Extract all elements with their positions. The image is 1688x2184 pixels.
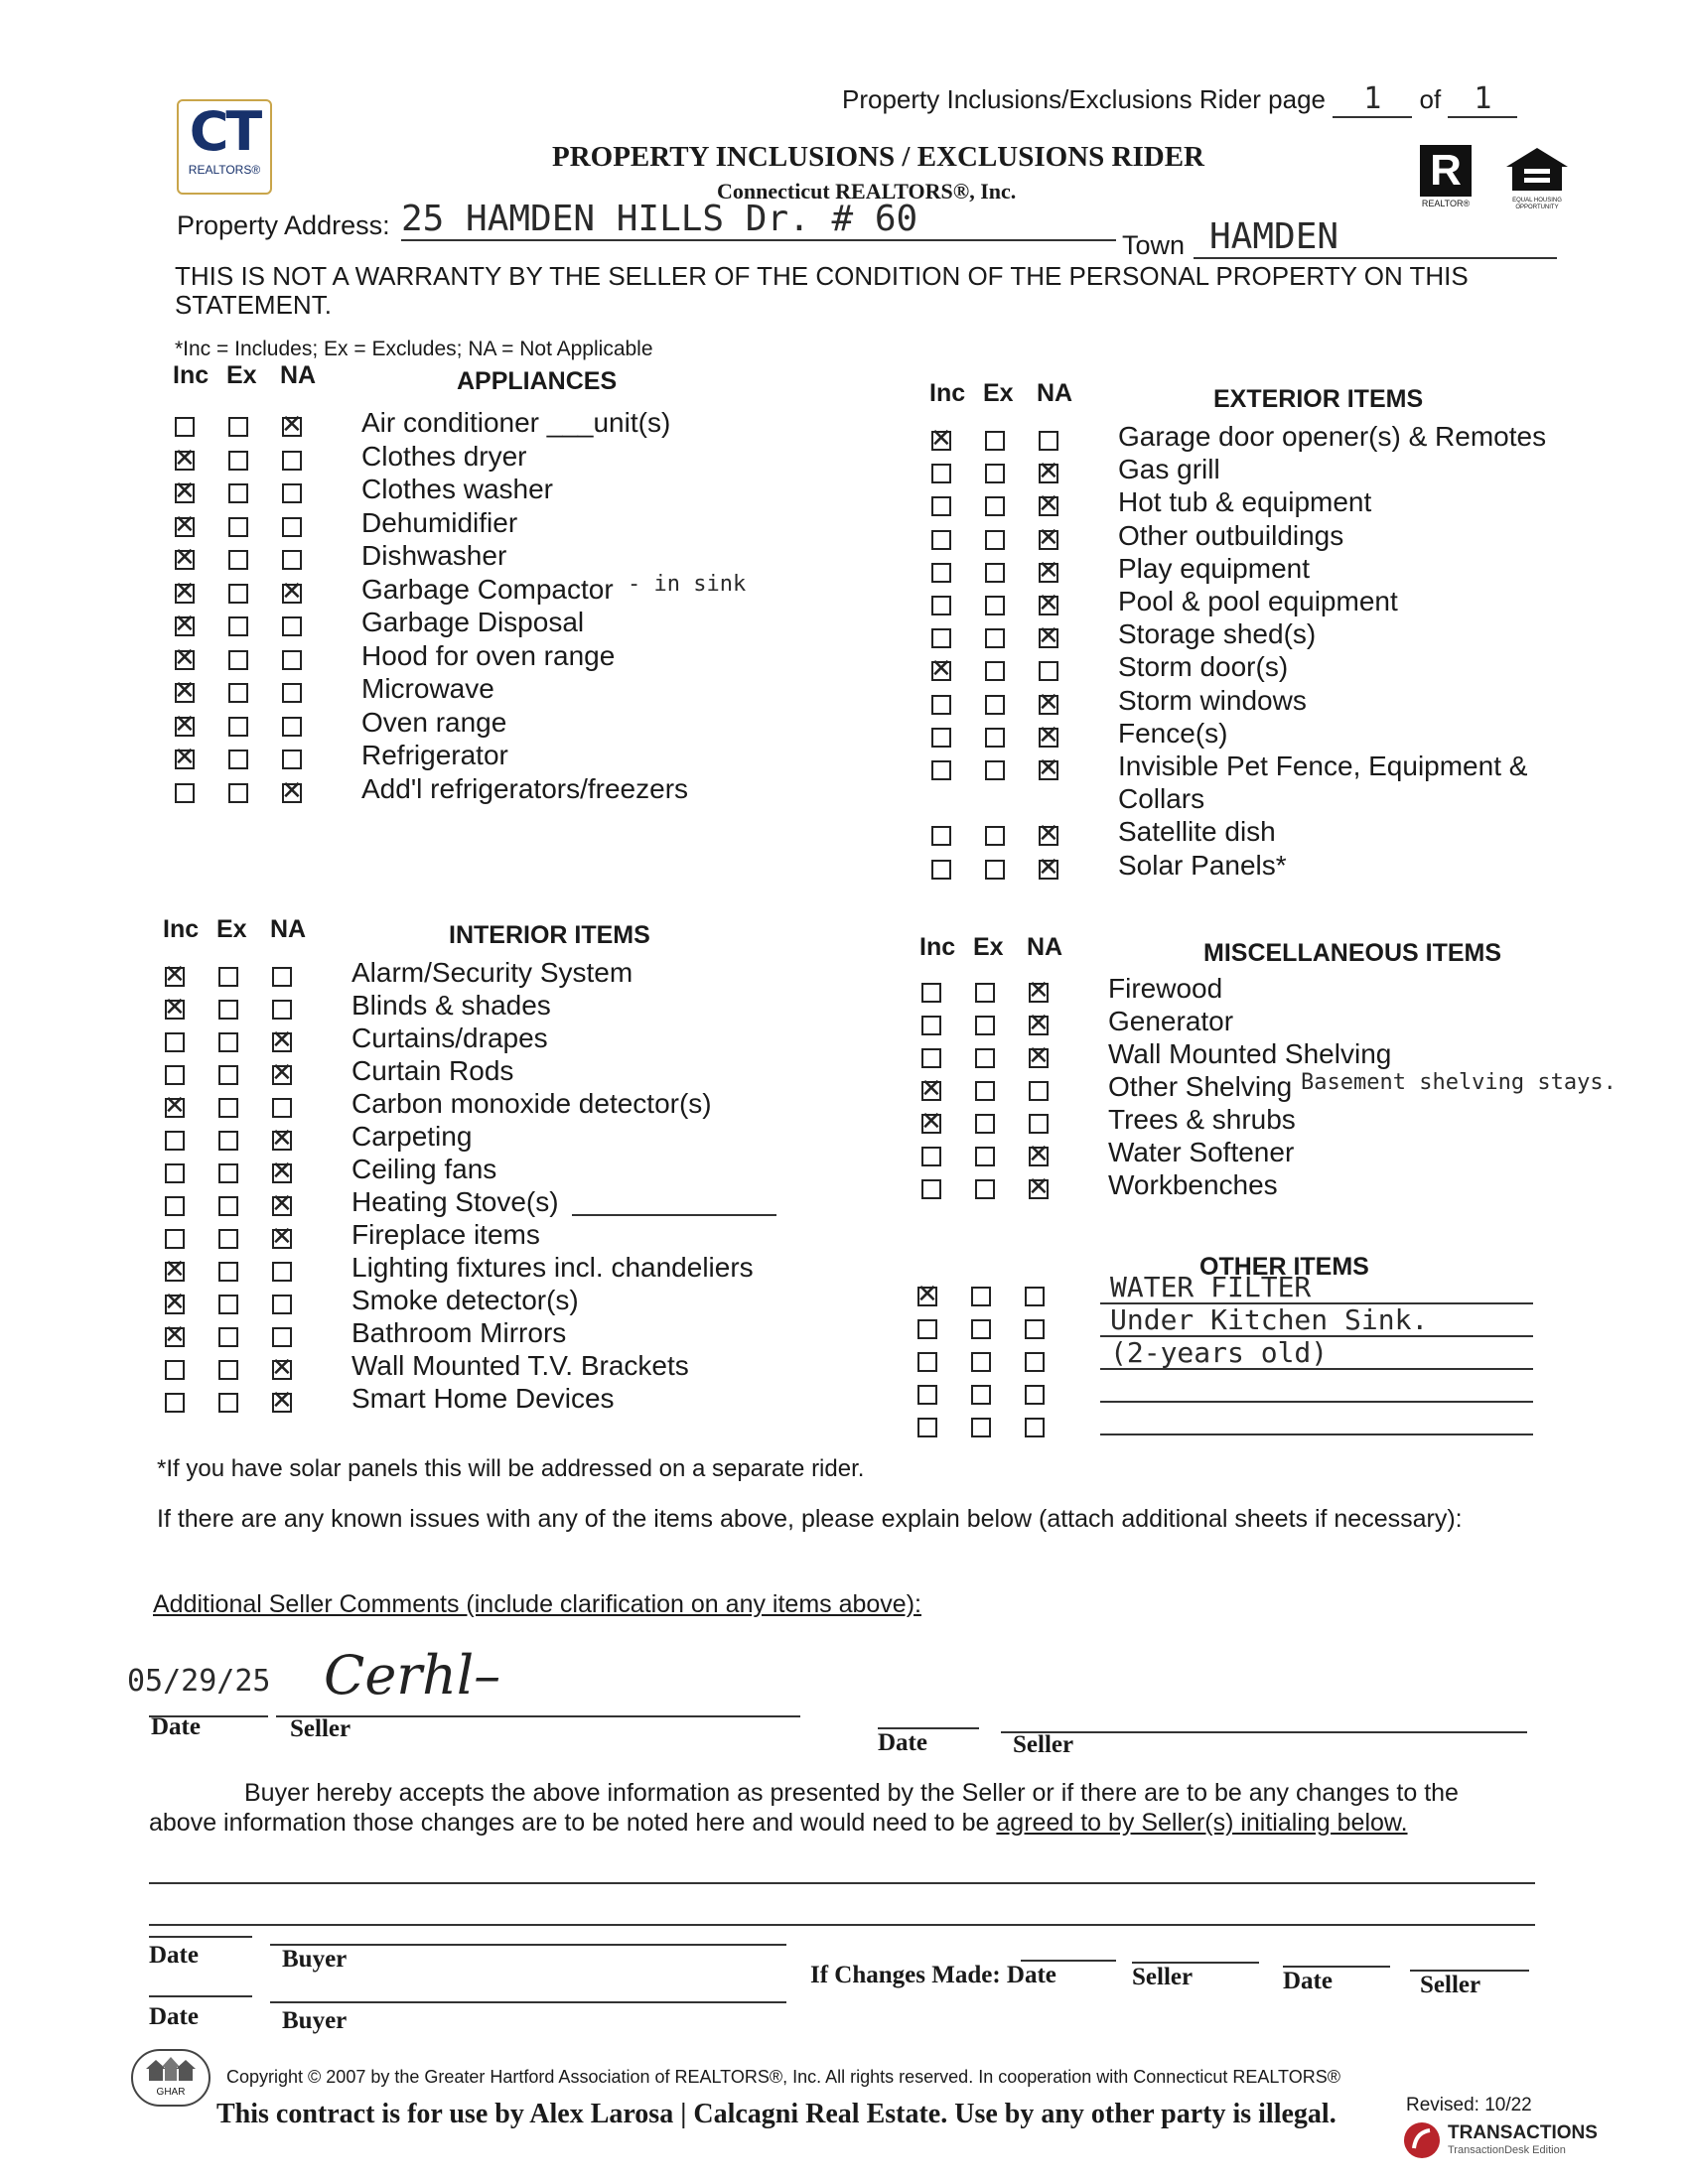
interior-item-inc-checkbox[interactable] [165,1196,185,1216]
misc-item-label: Trees & shrubs [1108,1104,1296,1135]
misc-item-note[interactable]: Basement shelving stays. [1301,1070,1617,1095]
transactions-title: TRANSACTIONS [1448,2122,1598,2143]
interior-item-na-checkbox[interactable] [272,1295,292,1314]
page-indicator [842,81,1517,118]
appliances-title: APPLIANCES [457,367,618,395]
buyer-date-label-2: Date [149,2003,199,2030]
interior-item-na-checkbox[interactable] [272,1327,292,1347]
interior-item-label: Curtain Rods [352,1055,514,1086]
other-item-inc-checkbox[interactable] [917,1287,937,1306]
equal-housing-icon [1502,145,1572,193]
buyer-signature-line-1 [270,1944,786,1946]
other-item-ex-checkbox[interactable] [971,1418,991,1437]
buyer-acceptance-text-2b: agreed to by Seller(s) initialing below. [996,1809,1408,1837]
appliances-item-inc-checkbox[interactable] [175,783,195,803]
appliances-item-na-checkbox[interactable] [282,650,302,670]
page-indicator-label: Property Inclusions/Exclusions Rider page [842,84,1327,114]
other-item-value[interactable]: (2-years old) [1110,1336,1329,1369]
interior-item-na-checkbox[interactable] [272,1098,292,1118]
town-value[interactable]: HAMDEN [1194,216,1557,259]
interior-item-ex-checkbox[interactable] [218,1131,238,1151]
interior-item-na-checkbox[interactable] [272,1360,292,1380]
interior-item-label: Heating Stove(s) [352,1186,559,1217]
page-total: 1 [1448,81,1517,118]
misc-item-inc-checkbox[interactable] [921,1147,941,1166]
buyer-acceptance-text-1: Buyer hereby accepts the above information as presented by the Seller or if there are to be any changes to the [244,1779,1459,1807]
heating-stove-line [572,1214,776,1216]
appliances-item-label: Clothes washer [361,474,553,504]
interior-item-ex-checkbox[interactable] [218,1229,238,1249]
buyer-date-line-2 [149,1995,252,1997]
misc-item-inc-checkbox[interactable] [921,1081,941,1101]
appliances-item-na-checkbox[interactable] [282,417,302,437]
buyer-notes-line-2 [149,1924,1535,1926]
other-item-na-checkbox[interactable] [1025,1418,1045,1437]
exterior-item-label: Storm door(s) [1118,651,1289,683]
page-number: 1 [1333,81,1412,118]
revised-date: Revised: 10/22 [1406,2095,1532,2116]
interior-item-inc-checkbox[interactable] [165,1098,185,1118]
exterior-item-inc-checkbox[interactable] [931,760,951,780]
other-item-inc-checkbox[interactable] [917,1385,937,1405]
issues-note: If there are any known issues with any of the items above, please explain below (attach additional sheets if necessary): [157,1505,1463,1533]
appliances-item-label: Clothes dryer [361,440,527,472]
exterior-item-inc-checkbox[interactable] [931,628,951,648]
exterior-item-inc-checkbox[interactable] [931,563,951,583]
interior-item-label: Curtains/drapes [352,1023,548,1053]
exterior-item-na-checkbox[interactable] [1039,826,1058,846]
other-item-ex-checkbox[interactable] [971,1287,991,1306]
appliances-item-na-checkbox[interactable] [282,783,302,803]
other-item-ex-checkbox[interactable] [971,1352,991,1372]
interior-item-inc-checkbox[interactable] [165,1360,185,1380]
changes-date-label-2: Date [1283,1968,1333,1994]
seller-label: Seller [290,1715,352,1742]
appliances-item-inc-checkbox[interactable] [175,417,195,437]
transactions-logo [1402,2120,1601,2164]
appliances-item-note[interactable]: - in sink [628,571,747,597]
appliances-item-label: Dishwasher [361,540,507,571]
property-address-label: Property Address: [177,210,390,240]
transactions-icon [1402,2120,1442,2160]
misc-item-ex-checkbox[interactable] [975,1179,995,1199]
exterior-item-na-checkbox[interactable] [1039,728,1058,748]
appliances-item-na-checkbox[interactable] [282,750,302,769]
exterior-item-inc-checkbox[interactable] [931,661,951,681]
interior-col-ex: Ex [216,915,247,943]
misc-title: MISCELLANEOUS ITEMS [1203,939,1502,967]
misc-item-na-checkbox[interactable] [1029,1016,1049,1035]
interior-item-label: Alarm/Security System [352,957,633,988]
exterior-item-ex-checkbox[interactable] [985,760,1005,780]
interior-item-label: Ceiling fans [352,1154,497,1184]
appliances-item-na-checkbox[interactable] [282,451,302,471]
exterior-item-inc-checkbox[interactable] [931,464,951,483]
exterior-item-na-checkbox[interactable] [1039,860,1058,880]
other-item-inc-checkbox[interactable] [917,1319,937,1339]
misc-item-label: Wall Mounted Shelving [1108,1038,1392,1069]
appliances-col-ex: Ex [226,361,257,389]
ct-realtors-logo [177,99,272,195]
other-item-ex-checkbox[interactable] [971,1319,991,1339]
interior-item-label: Smart Home Devices [352,1383,615,1414]
appliances-item-label: Dehumidifier [361,506,518,538]
seller2-signature-line [1001,1731,1527,1733]
copyright: Copyright © 2007 by the Greater Hartford Association of REALTORS®, Inc. All rights reserved. In cooperation with Connecticut REALTORS® [226,2067,1340,2087]
appliances-item-label: Air conditioner ___unit(s) [361,407,671,438]
appliances-item-label: Hood for oven range [361,639,616,671]
buyer-notes-line-1 [149,1882,1535,1884]
misc-item-label: Workbenches [1108,1169,1278,1200]
exterior-item-ex-checkbox[interactable] [985,431,1005,451]
buyer-acceptance-text-2a: above information those changes are to be noted here and would need to be [149,1809,997,1837]
other-item-na-checkbox[interactable] [1025,1319,1045,1339]
misc-item-label: Other Shelving [1108,1071,1293,1102]
interior-title: INTERIOR ITEMS [449,921,650,949]
seller-date-label: Date [151,1713,201,1740]
interior-item-na-checkbox[interactable] [272,1196,292,1216]
buyer-date-line-1 [149,1936,252,1938]
misc-item-inc-checkbox[interactable] [921,983,941,1003]
interior-item-na-checkbox[interactable] [272,1032,292,1052]
interior-item-na-checkbox[interactable] [272,1131,292,1151]
interior-item-label: Bathroom Mirrors [352,1317,567,1348]
realtor-logo [1418,145,1474,208]
exterior-item-na-checkbox[interactable] [1039,695,1058,715]
misc-col-ex: Ex [973,933,1004,961]
seller-signature[interactable] [324,1644,500,1706]
appliances-item-inc-checkbox[interactable] [175,517,195,537]
exterior-item-ex-checkbox[interactable] [985,530,1005,550]
exterior-item-na-checkbox[interactable] [1039,464,1058,483]
interior-item-ex-checkbox[interactable] [218,967,238,987]
appliances-item-inc-checkbox[interactable] [175,483,195,503]
other-item-inc-checkbox[interactable] [917,1352,937,1372]
interior-item-inc-checkbox[interactable] [165,967,185,987]
interior-item-ex-checkbox[interactable] [218,1360,238,1380]
form-subtitle: Connecticut REALTORS®, Inc. [717,179,1017,204]
exterior-item-label: Pool & pool equipment [1118,586,1398,616]
exterior-item-label: Hot tub & equipment [1118,486,1372,518]
other-item-na-checkbox[interactable] [1025,1352,1045,1372]
interior-item-na-checkbox[interactable] [272,967,292,987]
buyer-signature-line-2 [270,2001,786,2003]
interior-item-na-checkbox[interactable] [272,1229,292,1249]
interior-item-inc-checkbox[interactable] [165,1032,185,1052]
interior-item-ex-checkbox[interactable] [218,1393,238,1413]
seller-date-value[interactable]: 05/29/25 [127,1664,271,1699]
misc-item-label: Water Softener [1108,1137,1295,1167]
exterior-item-na-checkbox[interactable] [1039,596,1058,615]
interior-item-na-checkbox[interactable] [272,1163,292,1183]
exterior-item-label: Invisible Pet Fence, Equipment & [1118,751,1528,781]
appliances-item-label: Oven range [361,706,507,738]
appliances-item-inc-checkbox[interactable] [175,550,195,570]
interior-item-label: Wall Mounted T.V. Brackets [352,1350,689,1381]
exterior-item-ex-checkbox[interactable] [985,860,1005,880]
interior-item-label: Fireplace items [352,1219,540,1250]
misc-item-inc-checkbox[interactable] [921,1016,941,1035]
appliances-item-label: Add'l refrigerators/freezers [361,772,689,804]
misc-col-inc: Inc [919,933,956,961]
misc-item-na-checkbox[interactable] [1029,1081,1049,1101]
interior-item-ex-checkbox[interactable] [218,1065,238,1085]
exterior-item-label: Satellite dish [1118,816,1276,848]
interior-item-ex-checkbox[interactable] [218,1163,238,1183]
appliances-item-inc-checkbox[interactable] [175,750,195,769]
exterior-col-ex: Ex [983,379,1014,407]
changes-seller-label-2: Seller [1420,1972,1481,1998]
appliances-item-inc-checkbox[interactable] [175,650,195,670]
misc-item-ex-checkbox[interactable] [975,1048,995,1068]
appliances-item-ex-checkbox[interactable] [228,483,248,503]
exterior-item-na-checkbox[interactable] [1039,563,1058,583]
buyer-acceptance-text-2 [149,1809,1408,1838]
disclaimer: THIS IS NOT A WARRANTY BY THE SELLER OF THE CONDITION OF THE PERSONAL PROPERTY ON THIS STATEMENT. [175,261,1469,320]
misc-item-ex-checkbox[interactable] [975,983,995,1003]
appliances-item-ex-checkbox[interactable] [228,417,248,437]
appliances-item-na-checkbox[interactable] [282,584,302,604]
contract-notice: This contract is for use by Alex Larosa | Calcagni Real Estate. Use by any other party is illegal. [216,2099,1336,2129]
page-of-label: of [1419,84,1442,114]
appliances-item-ex-checkbox[interactable] [228,584,248,604]
misc-item-ex-checkbox[interactable] [975,1016,995,1035]
appliances-item-na-checkbox[interactable] [282,683,302,703]
appliances-item-inc-checkbox[interactable] [175,584,195,604]
misc-item-na-checkbox[interactable] [1029,1179,1049,1199]
exterior-item-label: Storage shed(s) [1118,618,1317,650]
exterior-item-ex-checkbox[interactable] [985,628,1005,648]
interior-item-inc-checkbox[interactable] [165,1229,185,1249]
exterior-item-na-checkbox[interactable] [1039,760,1058,780]
appliances-item-na-checkbox[interactable] [282,717,302,737]
interior-item-na-checkbox[interactable] [272,1065,292,1085]
exterior-item-label: Garage door opener(s) & Remotes [1118,421,1547,452]
interior-item-inc-checkbox[interactable] [165,1327,185,1347]
appliances-item-inc-checkbox[interactable] [175,683,195,703]
exterior-item-na-checkbox[interactable] [1039,431,1058,451]
interior-item-inc-checkbox[interactable] [165,1262,185,1282]
exterior-item-inc-checkbox[interactable] [931,496,951,516]
transactions-subtitle: TransactionDesk Edition [1448,2144,1566,2156]
appliances-item-ex-checkbox[interactable] [228,550,248,570]
interior-item-na-checkbox[interactable] [272,1000,292,1020]
misc-item-na-checkbox[interactable] [1029,1114,1049,1134]
interior-item-label: Lighting fixtures incl. chandeliers [352,1252,754,1283]
interior-item-na-checkbox[interactable] [272,1262,292,1282]
exterior-col-na: NA [1037,379,1073,407]
interior-item-inc-checkbox[interactable] [165,1000,185,1020]
changes-made-label: If Changes Made: Date [810,1962,1056,1988]
misc-col-na: NA [1027,933,1063,961]
misc-item-label: Generator [1108,1006,1234,1036]
interior-item-ex-checkbox[interactable] [218,1196,238,1216]
exterior-item-ex-checkbox[interactable] [985,563,1005,583]
misc-item-ex-checkbox[interactable] [975,1114,995,1134]
interior-item-inc-checkbox[interactable] [165,1295,185,1314]
exterior-item-label: Gas grill [1118,454,1220,485]
appliances-item-inc-checkbox[interactable] [175,717,195,737]
exterior-item-label: Play equipment [1118,552,1311,584]
realtor-logo-caption: REALTOR® [1421,199,1471,208]
exterior-item-na-checkbox[interactable] [1039,530,1058,550]
appliances-item-ex-checkbox[interactable] [228,783,248,803]
interior-item-ex-checkbox[interactable] [218,1032,238,1052]
interior-col-inc: Inc [163,915,200,943]
misc-item-ex-checkbox[interactable] [975,1147,995,1166]
interior-item-inc-checkbox[interactable] [165,1163,185,1183]
exterior-item-ex-checkbox[interactable] [985,596,1005,615]
other-item-ex-checkbox[interactable] [971,1385,991,1405]
appliances-item-ex-checkbox[interactable] [228,650,248,670]
exterior-item-inc-checkbox[interactable] [931,728,951,748]
exterior-item-na-checkbox[interactable] [1039,496,1058,516]
interior-item-label: Blinds & shades [352,990,551,1021]
interior-item-inc-checkbox[interactable] [165,1065,185,1085]
interior-item-label: Smoke detector(s) [352,1285,579,1315]
misc-item-inc-checkbox[interactable] [921,1048,941,1068]
other-item-na-checkbox[interactable] [1025,1385,1045,1405]
exterior-item-inc-checkbox[interactable] [931,596,951,615]
other-item-value[interactable]: Under Kitchen Sink. [1110,1303,1429,1336]
misc-item-label: Firewood [1108,973,1223,1004]
other-item-line [1100,1433,1533,1435]
town-label: Town [1122,230,1186,260]
realtor-logo-mark: R [1420,145,1472,197]
appliances-col-inc: Inc [173,361,210,389]
appliances-item-label: Microwave [361,673,494,704]
ghar-caption: GHAR [156,2087,186,2098]
exterior-item-na-checkbox[interactable] [1039,628,1058,648]
solar-note: *If you have solar panels this will be addressed on a separate rider. [157,1455,865,1482]
misc-item-inc-checkbox[interactable] [921,1179,941,1199]
interior-item-inc-checkbox[interactable] [165,1393,185,1413]
exterior-item-ex-checkbox[interactable] [985,695,1005,715]
appliances-item-ex-checkbox[interactable] [228,683,248,703]
appliances-item-ex-checkbox[interactable] [228,717,248,737]
interior-item-ex-checkbox[interactable] [218,1262,238,1282]
buyer-label-2: Buyer [282,2007,348,2034]
appliances-item-ex-checkbox[interactable] [228,616,248,636]
buyer-date-label-1: Date [149,1942,199,1969]
misc-item-ex-checkbox[interactable] [975,1081,995,1101]
interior-item-label: Carpeting [352,1121,473,1152]
exterior-item-ex-checkbox[interactable] [985,496,1005,516]
appliances-item-label: Garbage Compactor [361,573,614,605]
other-item-line [1100,1401,1533,1403]
exterior-item-label-cont: Collars [1118,783,1205,815]
appliances-item-na-checkbox[interactable] [282,483,302,503]
exterior-col-inc: Inc [929,379,966,407]
seller2-label: Seller [1013,1731,1074,1758]
seller2-date-label: Date [878,1729,927,1756]
interior-item-inc-checkbox[interactable] [165,1131,185,1151]
appliances-item-ex-checkbox[interactable] [228,750,248,769]
comments-label: Additional Seller Comments (include clarification on any items above): [153,1590,921,1618]
ghar-house-icon [142,2055,200,2083]
exterior-item-label: Solar Panels* [1118,849,1287,881]
legend: *Inc = Includes; Ex = Excludes; NA = Not Applicable [175,338,653,360]
interior-item-ex-checkbox[interactable] [218,1295,238,1314]
exterior-item-inc-checkbox[interactable] [931,826,951,846]
changes-date-line-1 [1021,1960,1116,1962]
appliances-item-na-checkbox[interactable] [282,550,302,570]
exterior-title: EXTERIOR ITEMS [1213,385,1424,413]
exterior-item-inc-checkbox[interactable] [931,695,951,715]
ct-logo-text: CT [189,100,260,163]
exterior-item-na-checkbox[interactable] [1039,661,1058,681]
misc-item-inc-checkbox[interactable] [921,1114,941,1134]
interior-item-label: Carbon monoxide detector(s) [352,1088,712,1119]
exterior-item-inc-checkbox[interactable] [931,431,951,451]
property-address-value[interactable]: 25 HAMDEN HILLS Dr. # 60 [401,199,1116,241]
other-item-na-checkbox[interactable] [1025,1287,1045,1306]
exterior-item-label: Storm windows [1118,684,1307,716]
exterior-item-inc-checkbox[interactable] [931,530,951,550]
exterior-item-ex-checkbox[interactable] [985,661,1005,681]
buyer-label-1: Buyer [282,1946,348,1973]
other-item-inc-checkbox[interactable] [917,1418,937,1437]
changes-seller-label-1: Seller [1132,1964,1194,1990]
exterior-item-label: Fence(s) [1118,717,1228,749]
interior-item-ex-checkbox[interactable] [218,1327,238,1347]
equal-housing-logo [1499,145,1575,208]
appliances-item-inc-checkbox[interactable] [175,451,195,471]
appliances-item-label: Refrigerator [361,740,508,770]
ghar-logo [131,2049,211,2107]
interior-item-ex-checkbox[interactable] [218,1098,238,1118]
exterior-item-ex-checkbox[interactable] [985,464,1005,483]
exterior-item-label: Other outbuildings [1118,519,1344,551]
appliances-col-na: NA [280,361,317,389]
exterior-item-ex-checkbox[interactable] [985,826,1005,846]
appliances-item-inc-checkbox[interactable] [175,616,195,636]
seller-signature-text: Cerhl– [324,1644,501,1706]
misc-item-na-checkbox[interactable] [1029,983,1049,1003]
ct-logo-caption: REALTORS® [188,163,261,177]
appliances-item-label: Garbage Disposal [361,607,585,637]
other-item-value[interactable]: WATER FILTER [1110,1271,1312,1303]
interior-item-ex-checkbox[interactable] [218,1000,238,1020]
exterior-item-ex-checkbox[interactable] [985,728,1005,748]
form-title: PROPERTY INCLUSIONS / EXCLUSIONS RIDER [552,141,1204,173]
exterior-item-inc-checkbox[interactable] [931,860,951,880]
appliances-item-ex-checkbox[interactable] [228,517,248,537]
other-title: OTHER ITEMS [1199,1253,1369,1281]
misc-item-na-checkbox[interactable] [1029,1147,1049,1166]
interior-item-na-checkbox[interactable] [272,1393,292,1413]
seller-signature-line [276,1715,800,1717]
equal-housing-caption: EQUAL HOUSING OPPORTUNITY [1512,198,1562,210]
interior-col-na: NA [270,915,307,943]
appliances-item-na-checkbox[interactable] [282,517,302,537]
misc-item-na-checkbox[interactable] [1029,1048,1049,1068]
appliances-item-na-checkbox[interactable] [282,616,302,636]
appliances-item-ex-checkbox[interactable] [228,451,248,471]
